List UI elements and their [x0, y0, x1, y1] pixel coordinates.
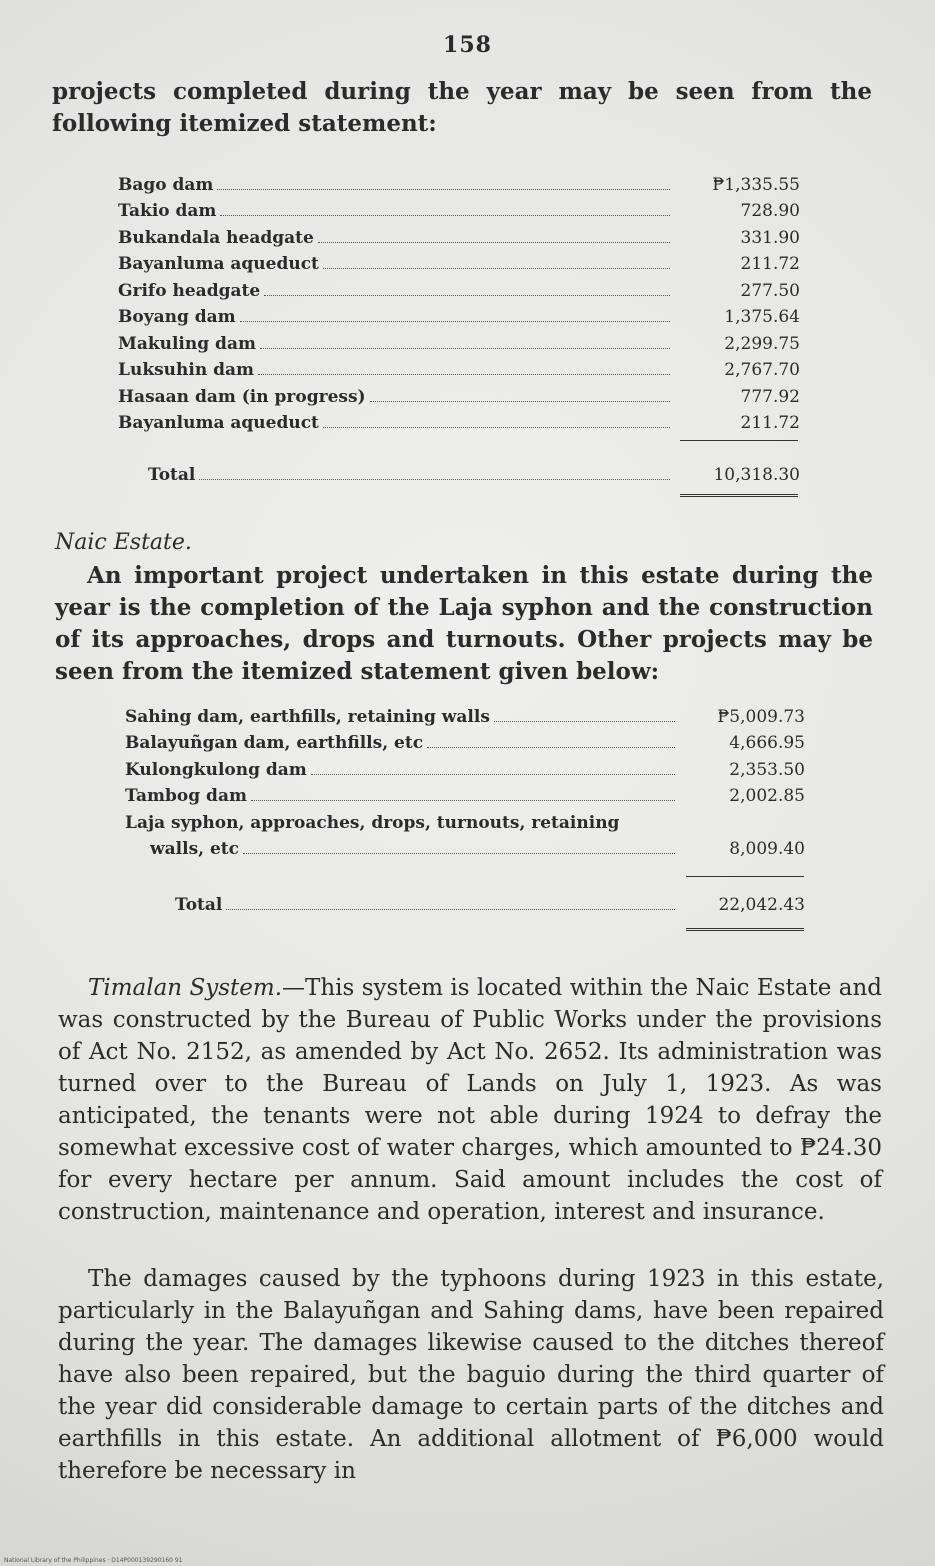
- page-number: 158: [443, 32, 492, 58]
- dot-leader: [370, 401, 670, 402]
- table-row: [118, 327, 800, 354]
- total-label: Total: [148, 464, 196, 485]
- item-label: Grifo headgate: [118, 280, 261, 301]
- dot-leader: [258, 374, 670, 375]
- item-label: Boyang dam: [118, 307, 236, 327]
- item-label: Balayuñgan dam, earthfills, etc: [125, 733, 424, 753]
- item-amount: 211.72: [740, 254, 800, 274]
- item-amount: 2,353.50: [729, 759, 805, 780]
- table-row: [125, 727, 805, 754]
- table-row: [118, 274, 800, 301]
- item-label: Sahing dam, earthfills, retaining walls: [125, 706, 490, 727]
- table-row: [118, 354, 800, 381]
- total-amount: 10,318.30: [713, 464, 800, 485]
- timalan-paragraph: [58, 972, 882, 1228]
- damages-paragraph: The damages caused by the typhoons during 1923 in this estate, particularly in the Balayuñgan and Sahing dams, have been repaired during the year. The damages likewise caused to the ditches thereof have also been repaired, but the baguio during the third quarter of the year did considerable damage to certain parts of the ditches and earthfills in this estate. An additional allotment of ₱6,000 would therefore be necessary in: [58, 1266, 884, 1484]
- itemized-table-2: [125, 700, 805, 859]
- dot-leader: [264, 295, 670, 296]
- item-amount: 277.50: [740, 280, 800, 301]
- footer-note: National Library of the Philippines · D14P000139290160 91: [4, 1557, 183, 1564]
- table-row: [118, 221, 800, 248]
- dot-leader: [220, 215, 670, 216]
- item-label: Bayanluma aqueduct: [118, 254, 319, 274]
- table-row: [118, 407, 800, 434]
- dot-leader: [494, 721, 675, 722]
- item-amount: 4,666.95: [729, 733, 805, 753]
- item-amount: 2,002.85: [729, 786, 805, 806]
- total-row: [148, 458, 800, 485]
- timalan-text: —This system is located within the Naic Estate and was constructed by the Bureau of Public Works under the provisions of Act No. 2152, as amended by Act No. 2652. Its administration was turned over to the Bureau of Lands on July 1, 1923. As was anticipated, the tenants were not able during 1924 to defray the somewhat excessive cost of water charges, which amounted to ₱24.30 for every hectare per annum. Said amount includes the cost of construction, maintenance and operation, interest and insurance.: [58, 975, 882, 1225]
- total-double-rule: [680, 494, 798, 497]
- dot-leader: [226, 909, 675, 910]
- itemized-table-1: [118, 168, 800, 433]
- total-amount: 22,042.43: [718, 894, 805, 915]
- intro-paragraph: projects completed during the year may be seen from the following itemized statement:: [52, 78, 872, 137]
- naic-estate-heading: Naic Estate.: [55, 530, 192, 555]
- table-row: [125, 806, 805, 833]
- item-amount: 1,375.64: [724, 307, 800, 327]
- item-label: Takio dam: [118, 201, 217, 221]
- item-label: Luksuhin dam: [118, 360, 255, 380]
- dot-leader: [311, 774, 675, 775]
- dot-leader: [251, 800, 675, 801]
- table-row: [125, 700, 805, 727]
- dot-leader: [318, 242, 670, 243]
- item-label: Bago dam: [118, 174, 214, 195]
- dot-leader: [323, 268, 670, 269]
- total-row-2: [175, 888, 805, 915]
- naic-estate-paragraph: An important project undertaken in this estate during the year is the completion of the Laja syphon and the construction of its approaches, drops and turnouts. Other projects may be seen from the itemized statement given below:: [55, 562, 873, 685]
- item-amount: 331.90: [740, 227, 800, 248]
- subtotal-rule: [686, 876, 804, 877]
- dot-leader: [243, 853, 675, 854]
- item-label: Kulongkulong dam: [125, 759, 307, 780]
- dot-leader: [240, 321, 670, 322]
- item-label: Hasaan dam (in progress): [118, 386, 366, 407]
- dot-leader: [217, 189, 670, 190]
- table-row: [118, 301, 800, 328]
- dot-leader: [427, 747, 675, 748]
- item-label: Bukandala headgate: [118, 227, 314, 248]
- dot-leader: [323, 427, 670, 428]
- item-amount: 8,009.40: [729, 839, 805, 859]
- table-row: [125, 753, 805, 780]
- item-label: Makuling dam: [118, 333, 256, 354]
- table-row: [118, 248, 800, 275]
- item-amount: 2,299.75: [724, 333, 800, 354]
- table-row: [118, 195, 800, 222]
- item-label: Bayanluma aqueduct: [118, 413, 319, 433]
- dot-leader: [199, 479, 670, 480]
- item-label: Laja syphon, approaches, drops, turnouts, retaining: [125, 812, 620, 833]
- item-amount: 728.90: [740, 201, 800, 221]
- item-amount: 2,767.70: [724, 360, 800, 380]
- item-label: walls, etc: [150, 839, 239, 859]
- total-row-1: [148, 458, 800, 485]
- dot-leader: [260, 348, 670, 349]
- timalan-title: Timalan System.: [88, 975, 283, 1001]
- table-row: [125, 780, 805, 807]
- total-label: Total: [175, 894, 223, 915]
- item-label: Tambog dam: [125, 786, 247, 806]
- total-double-rule: [686, 928, 804, 931]
- table-row: [118, 168, 800, 195]
- subtotal-rule: [680, 440, 798, 441]
- total-row: [175, 888, 805, 915]
- item-amount: 211.72: [740, 413, 800, 433]
- table-row: [125, 833, 805, 860]
- table-row: [118, 380, 800, 407]
- item-amount: ₱5,009.73: [717, 706, 805, 727]
- item-amount: ₱1,335.55: [712, 174, 800, 195]
- item-amount: 777.92: [740, 386, 800, 407]
